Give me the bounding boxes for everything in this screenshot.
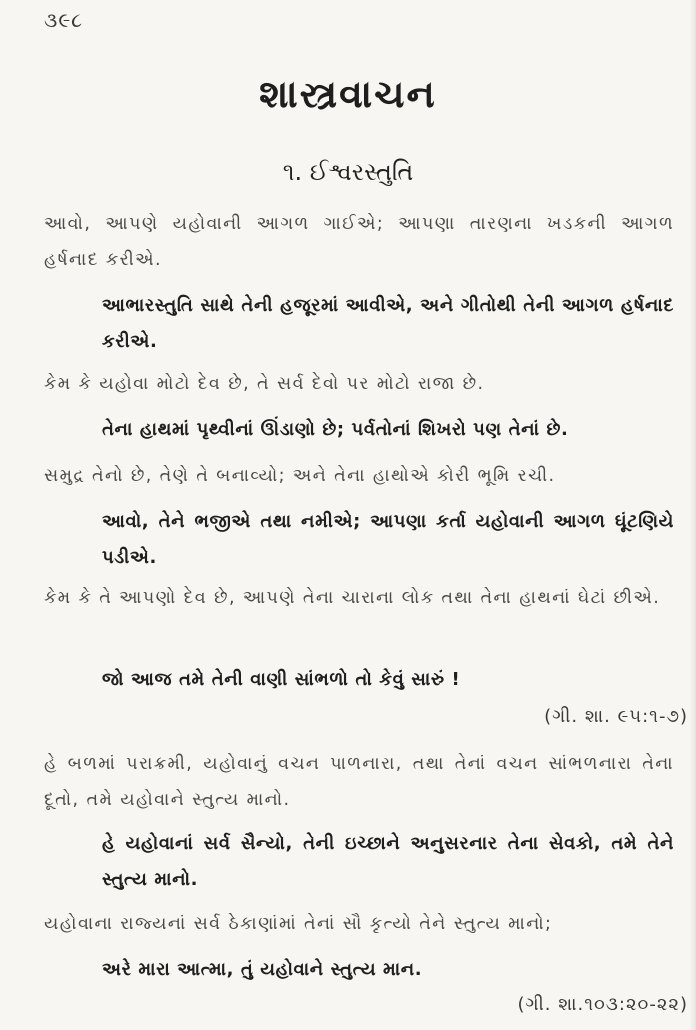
section-heading: ૧. ઈશ્વરસ્તુતિ — [282, 158, 414, 186]
verse-10-response: હે યહોવાનાં સર્વ સૈન્યો, તેની ઇચ્છાને અનુસરનાર તેના સેવકો, તમે તેને સ્તુત્ય માનો. — [102, 833, 674, 890]
verse-9: હે બળમાં પરાક્રમી, યહોવાનું વચન પાળનારા, તથા તેનાં વચન સાંભળનારા તેના દૂતો, તમે યહોવાને સ્તુત્ય માનો. — [44, 754, 674, 810]
verse-2-response: આભારસ્તુતિ સાથે તેની હજૂરમાં આવીએ, અને ગીતોથી તેની આગળ હર્ષનાદ કરીએ. — [102, 295, 674, 352]
citation-psalm-103: (ગી. શા.૧૦૩:૨૦-૨૨) — [517, 994, 688, 1015]
verse-4-response: તેના હાથમાં પૃથ્વીનાં ઊંડાણો છે; પર્વતોનાં શિખરો પણ તેનાં છે. — [102, 419, 569, 440]
citation-psalm-95: (ગી. શા. ૯૫:૧-૭) — [544, 706, 688, 727]
verse-6-response: આવો, તેને ભજીએ તથા નમીએ; આપણા કર્તા યહોવાની આગળ ઘૂંટણિયે પડીએ. — [102, 511, 674, 568]
verse-3: કેમ કે યહોવા મોટો દેવ છે, તે સર્વ દેવો પર મોટો રાજા છે. — [44, 374, 485, 394]
verse-11: યહોવાના રાજ્યનાં સર્વ ઠેકાણાંમાં તેનાં સૌ કૃત્યો તેને સ્તુત્ય માનો; — [44, 914, 553, 934]
verse-7: કેમ કે તે આપણો દેવ છે, આપણે તેના ચારાના લોક તથા તેના હાથનાં ઘેટાં છીએ. — [44, 588, 661, 608]
page-number: ૩૯૮ — [44, 8, 84, 32]
page-title: શાસ્ત્રવાચન — [259, 72, 437, 116]
verse-12-response: અરે મારા આત્મા, તું યહોવાને સ્તુત્ય માન. — [102, 959, 423, 980]
verse-8-response: જો આજ તમે તેની વાણી સાંભળો તો કેવું સારું ! — [102, 669, 461, 690]
verse-5: સમુદ્ર તેનો છે, તેણે તે બનાવ્યો; અને તેના હાથોએ કોરી ભૂમિ રચી. — [44, 466, 556, 486]
page-edge-shadow — [690, 0, 696, 1030]
verse-1: આવો, આપણે યહોવાની આગળ ગાઈએ; આપણા તારણના ખડકની આગળ હર્ષનાદ કરીએ. — [44, 214, 674, 270]
